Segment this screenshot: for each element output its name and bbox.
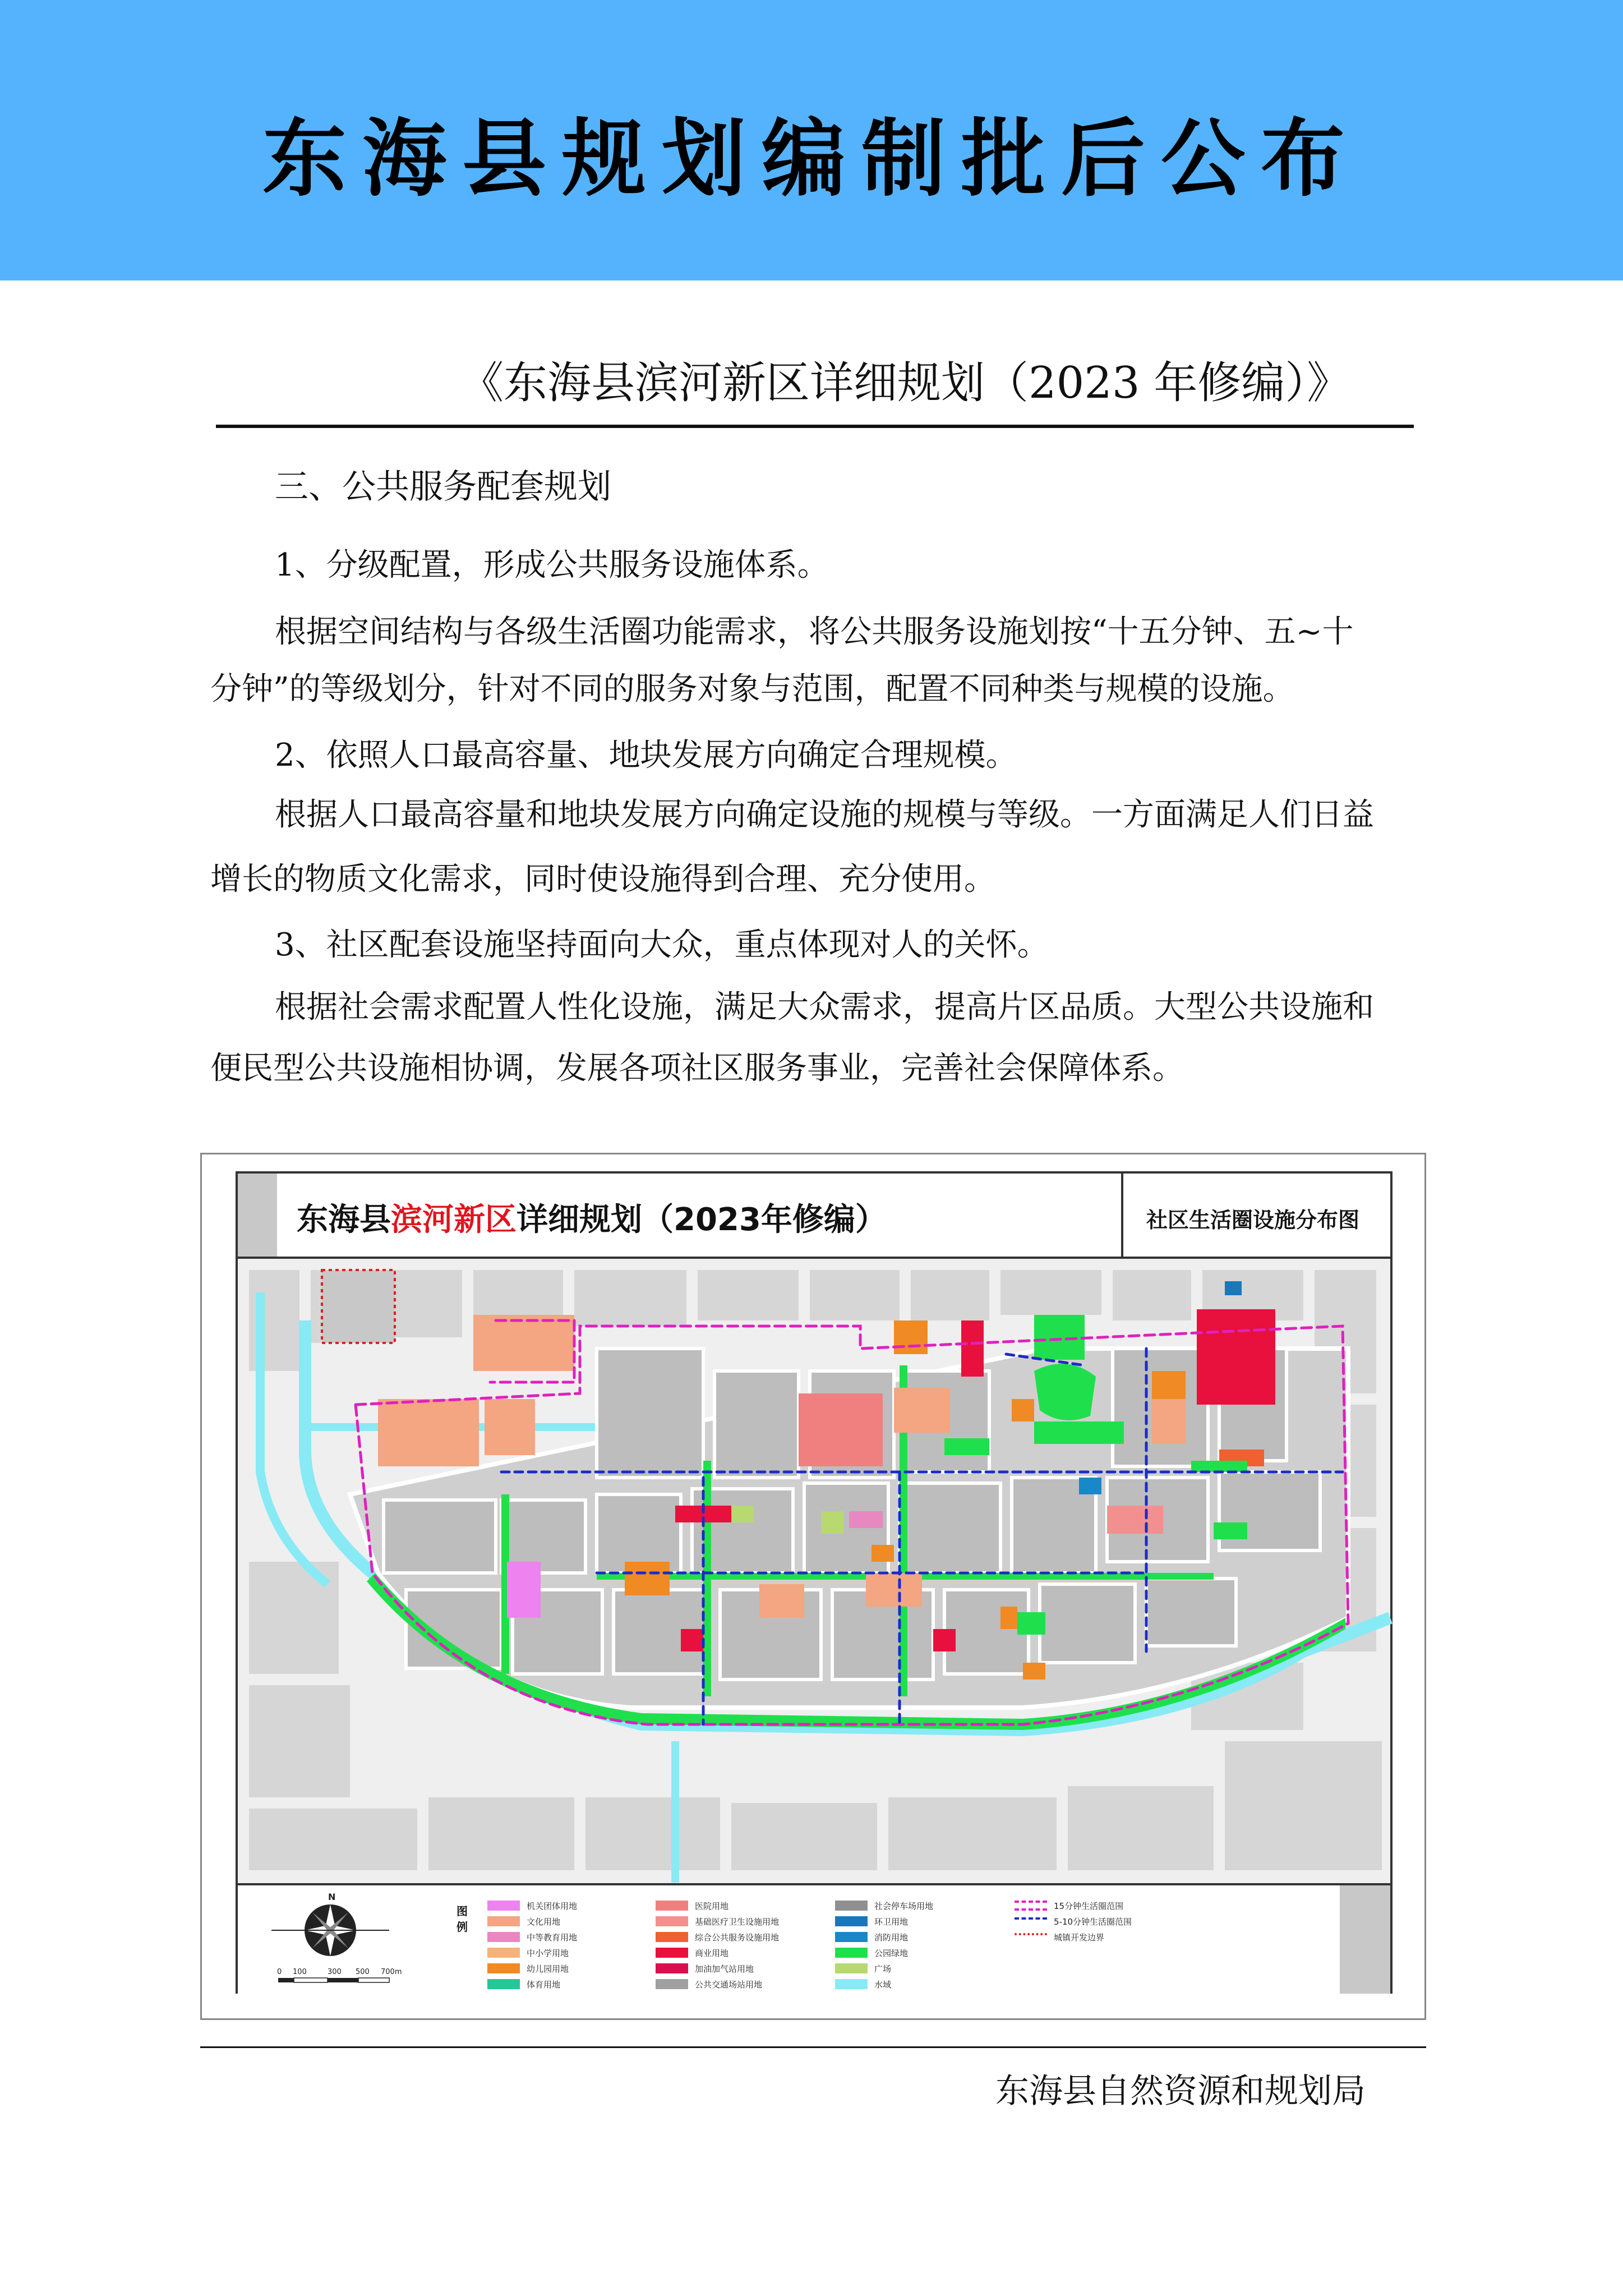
legend-item: 幼儿园用地 <box>487 1962 569 1975</box>
legend-item: 消防用地 <box>835 1930 908 1944</box>
legend-item: 社会停车场用地 <box>835 1899 933 1912</box>
legend-item: 体育用地 <box>487 1977 560 1991</box>
legend-item: 综合公共服务设施用地 <box>656 1930 779 1944</box>
legend-item: 基础医疗卫生设施用地 <box>656 1915 779 1928</box>
map-title: 东海县滨河新区详细规划（2023年修编） <box>297 1202 887 1238</box>
section-heading: 三、公共服务配套规划 <box>275 467 611 507</box>
legend-item: 医院用地 <box>656 1899 728 1912</box>
title-divider <box>216 425 1414 428</box>
svg-text:700m: 700m <box>381 1968 402 1976</box>
svg-text:300: 300 <box>328 1968 342 1976</box>
legend-item: 5-10分钟生活圈范围 <box>1015 1915 1132 1928</box>
paragraph-line: 根据空间结构与各级生活圈功能需求，将公共服务设施划按“十五分钟、五~十 <box>275 614 1354 650</box>
north-arrow-icon <box>266 1891 402 1992</box>
legend-item: 中小学用地 <box>487 1946 569 1959</box>
footer-divider <box>200 2046 1426 2048</box>
paragraph-line: 增长的物质文化需求，同时使设施得到合理、充分使用。 <box>210 861 995 898</box>
legend-item: 广场 <box>835 1962 891 1975</box>
paragraph-heading-2: 2、依照人口最高容量、地块发展方向确定合理规模。 <box>275 737 1017 774</box>
legend-item: 加油加气站用地 <box>656 1962 754 1975</box>
header-banner <box>0 0 1623 280</box>
legend-label-bottom: 例 <box>457 1920 468 1934</box>
legend-item: 环卫用地 <box>835 1915 908 1928</box>
legend-item: 中等教育用地 <box>487 1930 577 1944</box>
legend-item: 15分钟生活圈范围 <box>1015 1899 1123 1912</box>
svg-text:100: 100 <box>293 1968 307 1976</box>
legend-item: 城镇开发边界 <box>1015 1930 1104 1944</box>
paragraph-line: 分钟”的等级划分，针对不同的服务对象与范围，配置不同种类与规模的设施。 <box>210 671 1294 707</box>
banner-title: 东海县规划编制批后公布 <box>262 111 1361 208</box>
map-figure <box>200 1153 1426 2020</box>
planning-map <box>238 1259 1390 1883</box>
legend-label-top: 图 <box>457 1904 468 1918</box>
document-title: 《东海县滨河新区详细规划（2023 年修编）》 <box>460 358 1351 408</box>
svg-text:N: N <box>328 1892 336 1902</box>
legend-item: 商业用地 <box>656 1946 728 1959</box>
paragraph-heading-1: 1、分级配置，形成公共服务设施体系。 <box>275 547 829 583</box>
legend-item: 文化用地 <box>487 1915 560 1928</box>
svg-text:500: 500 <box>356 1968 370 1976</box>
map-legend <box>238 1883 1390 1994</box>
legend-item: 机关团体用地 <box>487 1899 577 1912</box>
paragraph-line: 根据人口最高容量和地块发展方向确定设施的规模与等级。一方面满足人们日益 <box>275 797 1374 833</box>
footer-organization: 东海县自然资源和规划局 <box>995 2072 1366 2111</box>
map-header <box>238 1174 1390 1259</box>
map-sheet <box>236 1171 1393 1994</box>
legend-item: 水域 <box>835 1977 891 1991</box>
legend-item: 公共交通场站用地 <box>656 1977 762 1991</box>
paragraph-heading-3: 3、社区配套设施坚持面向大众，重点体现对人的关怀。 <box>275 927 1049 963</box>
paragraph-line: 便民型公共设施相协调，发展各项社区服务事业，完善社会保障体系。 <box>210 1050 1184 1087</box>
svg-text:0: 0 <box>277 1968 282 1976</box>
map-subtitle: 社区生活圈设施分布图 <box>1146 1208 1360 1232</box>
legend-item: 公园绿地 <box>835 1946 908 1959</box>
paragraph-line: 根据社会需求配置人性化设施，满足大众需求，提高片区品质。大型公共设施和 <box>275 989 1374 1025</box>
